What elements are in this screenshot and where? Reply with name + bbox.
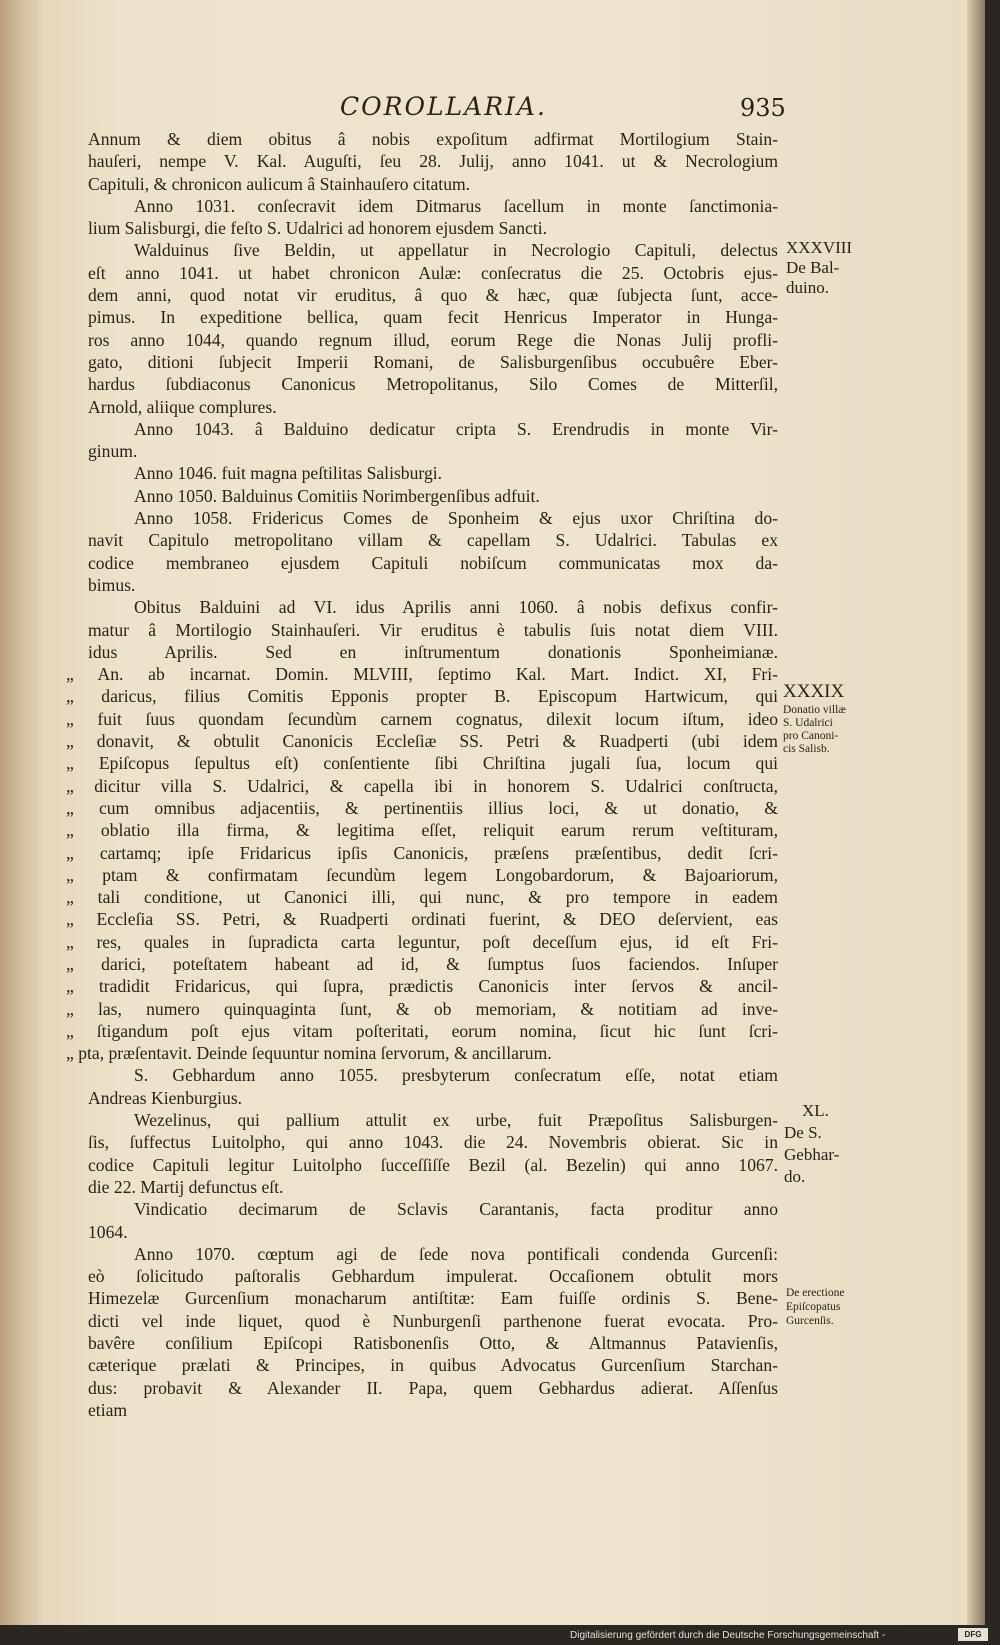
margin-note-xl (784, 1100, 839, 1188)
text-line: ros anno 1044, quando regnum illud, eorum Rege die Nonas Julij profli- (88, 329, 778, 350)
text-line: Himezelæ Gurcenſium monacharum antiſtitæ: Eam fuiſſe ordinis S. Bene- (88, 1288, 778, 1309)
margin-text: Donatio villæ (783, 704, 846, 716)
text-line: dem anni, quod notat vir eruditus, â quo & hæc, quæ ſubjecta ſunt, acce- (88, 285, 778, 306)
text-line: „ Eccleſia SS. Petri, & Ruadperti ordinati fuerint, & DEO deſervient, eas (66, 909, 778, 930)
text-line: hardus ſubdiaconus Canonicus Metropolitanus, Silo Comes de Mitterſil, (88, 374, 778, 395)
text-line: Annum & diem obitus â nobis expoſitum adfirmat Mortilogium Stain- (88, 129, 778, 149)
margin-text: De erectione (786, 1287, 845, 1299)
text-line: codice Capituli legitur Luitolpho ſucceſſiſſe Bezil (al. Bezelin) qui anno 1067. (88, 1154, 778, 1175)
margin-text: Gurcenſis. (786, 1315, 834, 1327)
text-line: Walduinus ſive Beldin, ut appellatur in Necrologio Capituli, delectus (134, 240, 778, 261)
text-line: Obitus Balduini ad VI. idus Aprilis anni 1060. â nobis defixus confir- (134, 597, 778, 618)
text-line: „ daricus, filius Comitis Epponis propter B. Episcopum Hartwicum, qui (66, 686, 778, 707)
margin-note-gurk (786, 1286, 844, 1328)
page-header (0, 92, 985, 128)
page-gutter-shadow (0, 0, 42, 1625)
text-line: Anno 1043. â Balduino dedicatur cripta S. Erendrudis in monte Vir- (134, 418, 778, 439)
text-line: „ dicitur villa S. Udalrici, & capella ibi in honorem S. Udalrici conſtructa, (66, 775, 778, 796)
text-line: navit Capitulo metropolitano villam & capellam S. Udalrici. Tabulas ex (88, 530, 778, 551)
running-title: COROLLARIA. (340, 92, 547, 121)
text-line: Andreas Kienburgius. (88, 1087, 243, 1108)
text-line: bavêre conſilium Epiſcopi Ratisbonenſis Otto, & Altmannus Patavienſis, (88, 1333, 778, 1354)
text-line: Capituli, & chronicon aulicum â Stainhauſero citatum. (88, 173, 471, 194)
text-line: „ tali conditione, ut Canonici illi, qui nunc, & pro tempore in eadem (66, 887, 778, 908)
text-line: „ An. ab incarnat. Domin. MLVIII, ſeptimo Kal. Mart. Indict. XI, Fri- (66, 664, 778, 685)
text-line: Anno 1070. cœptum agi de ſede nova pontificali condenda Gurcenſi: (134, 1243, 778, 1264)
text-line: gato, ditioni ſubjecit Imperii Romani, de Salisburgenſibus occubuêre Eber- (88, 351, 778, 372)
text-line: dicti vel inde liquet, quod è Nunburgenſi parthenone fuerat evocata. Pro- (88, 1310, 778, 1331)
margin-text: do. (784, 1167, 806, 1186)
text-line: eſt anno 1041. ut habet chronicon Aulæ: conſecratus die 25. Octobris ejus- (88, 262, 778, 283)
text-line: die 22. Martij defunctus eſt. (88, 1176, 284, 1197)
margin-text: S. Udalrici (783, 717, 833, 729)
text-line: cæterique prælati & Principes, in quibus Advocatus Gurcenſium Starchan- (88, 1355, 778, 1376)
text-line: „ las, numero quinquaginta ſunt, & ob memoriam, & notitiam ad inve- (66, 998, 778, 1019)
text-line: „ pta, præſentavit. Deinde ſequuntur nomina ſervorum, & ancillarum. (66, 1043, 552, 1064)
page-edge-shadow (967, 0, 985, 1625)
text-line: bimus. (88, 574, 136, 595)
page-number: 935 (740, 94, 786, 122)
text-line: Anno 1058. Fridericus Comes de Sponheim & ejus uxor Chriſtina do- (134, 508, 778, 529)
text-line: lium Salisburgi, die feſto S. Udalrici ad honorem ejusdem Sancti. (88, 218, 547, 239)
text-line: eò ſolicitudo paſtoralis Gebhardum impulerat. Occaſionem obtulit mors (88, 1266, 778, 1287)
text-line: „ donavit, & obtulit Canonicis Eccleſiæ SS. Petri & Ruadperti (ubi idem (66, 731, 778, 752)
margin-number: XXXIX (783, 681, 845, 702)
text-line: Anno 1031. conſecravit idem Ditmarus ſacellum in monte ſanctimonia- (134, 195, 778, 216)
text-line: „ Epiſcopus ſepultus eſt) conſentiente ſibi Chriſtina jugali ſua, locum qui (66, 753, 778, 774)
text-line: Arnold, aliique complures. (88, 396, 277, 417)
margin-text: De Bal- (786, 258, 840, 277)
text-line: „ ſtigandum poſt ejus vitam poſteritati, eorum nomina, ſicut hic ſunt ſcri- (66, 1020, 778, 1041)
margin-note-xxxviii (786, 238, 852, 298)
text-line: dus: probavit & Alexander II. Papa, quem Gebhardus adierat. Aſſenſus (88, 1377, 778, 1398)
text-line: „ oblatio illa firma, & legitima eſſet, reliquit earum rerum veſtituram, (66, 820, 778, 841)
margin-text: pro Canoni- (783, 730, 839, 742)
margin-text: duino. (786, 278, 829, 297)
text-line: „ ptam & confirmatam ſecundùm legem Longobardorum, & Bajoariorum, (66, 864, 778, 885)
text-line: Vindicatio decimarum de Sclavis Carantanis, facta proditur anno (134, 1199, 778, 1220)
text-line: codice membraneo ejusdem Capituli nobiſcum communicatas mox da- (88, 552, 778, 573)
text-line: „ fuit ſuus quondam ſecundùm carnem cognatus, dilexit locum iſtum, ideo (66, 708, 778, 729)
margin-number: XXXVIII (786, 238, 853, 257)
text-line: matur â Mortilogio Stainhauſeri. Vir eruditus è tabulis ſuis notat diem VIII. (88, 619, 778, 640)
text-line: „ cum omnibus adjacentiis, & pertinentiis illius loci, & ut donatio, & (66, 797, 778, 818)
text-line: idus Aprilis. Sed en inſtrumentum donationis Sponheimianæ. (88, 641, 778, 662)
text-line: „ tradidit Fridaricus, qui ſupra, prædictis Canonicis inter ſervos & ancil- (66, 976, 778, 997)
text-line: pimus. In expeditione bellica, quam fecit Henricus Imperator in Hunga- (88, 307, 778, 328)
text-line: S. Gebhardum anno 1055. presbyterum conſecratum eſſe, notat etiam (134, 1065, 778, 1086)
text-line: 1064. (88, 1221, 128, 1242)
digitization-credit: Digitalisierung gefördert durch die Deutsche Forschungsgemeinschaft - (570, 1630, 886, 1641)
margin-text: cis Salisb. (783, 743, 830, 755)
text-line: Anno 1050. Balduinus Comitiis Norimbergenſibus adfuit. (134, 485, 540, 506)
margin-text: Epiſcopatus (786, 1301, 841, 1313)
text-line: „ darici, poteſtatem habeant ad id, & ſumptus ſuos faciendos. Inſuper (66, 953, 778, 974)
text-line: ſis, ſuffectus Luitolpho, qui anno 1043. die 24. Novembris obierat. Sic in (88, 1132, 778, 1153)
body-text (66, 128, 778, 1421)
margin-note-xxxix (783, 682, 846, 756)
text-line: ginum. (88, 441, 138, 462)
text-line: „ res, quales in ſupradicta carta leguntur, poſt deceſſum ejus, id eſt Fri- (66, 931, 778, 952)
text-line: „ cartamq; ipſe Fridaricus ipſis Canonicis, præſens præſentibus, dedit ſcri- (66, 842, 778, 863)
margin-text: De S. (784, 1123, 822, 1142)
margin-text: Gebhar- (784, 1145, 840, 1164)
margin-number: XL. (802, 1101, 829, 1120)
text-line: Wezelinus, qui pallium attulit ex urbe, fuit Præpoſitus Salisburgen- (134, 1110, 778, 1131)
text-line: etiam (88, 1399, 128, 1420)
dfg-logo: DFG (958, 1628, 988, 1641)
text-line: hauſeri, nempe V. Kal. Auguſti, ſeu 28. Julij, anno 1041. ut & Necrologium (88, 151, 778, 172)
text-line: Anno 1046. fuit magna peſtilitas Salisburgi. (134, 463, 443, 484)
